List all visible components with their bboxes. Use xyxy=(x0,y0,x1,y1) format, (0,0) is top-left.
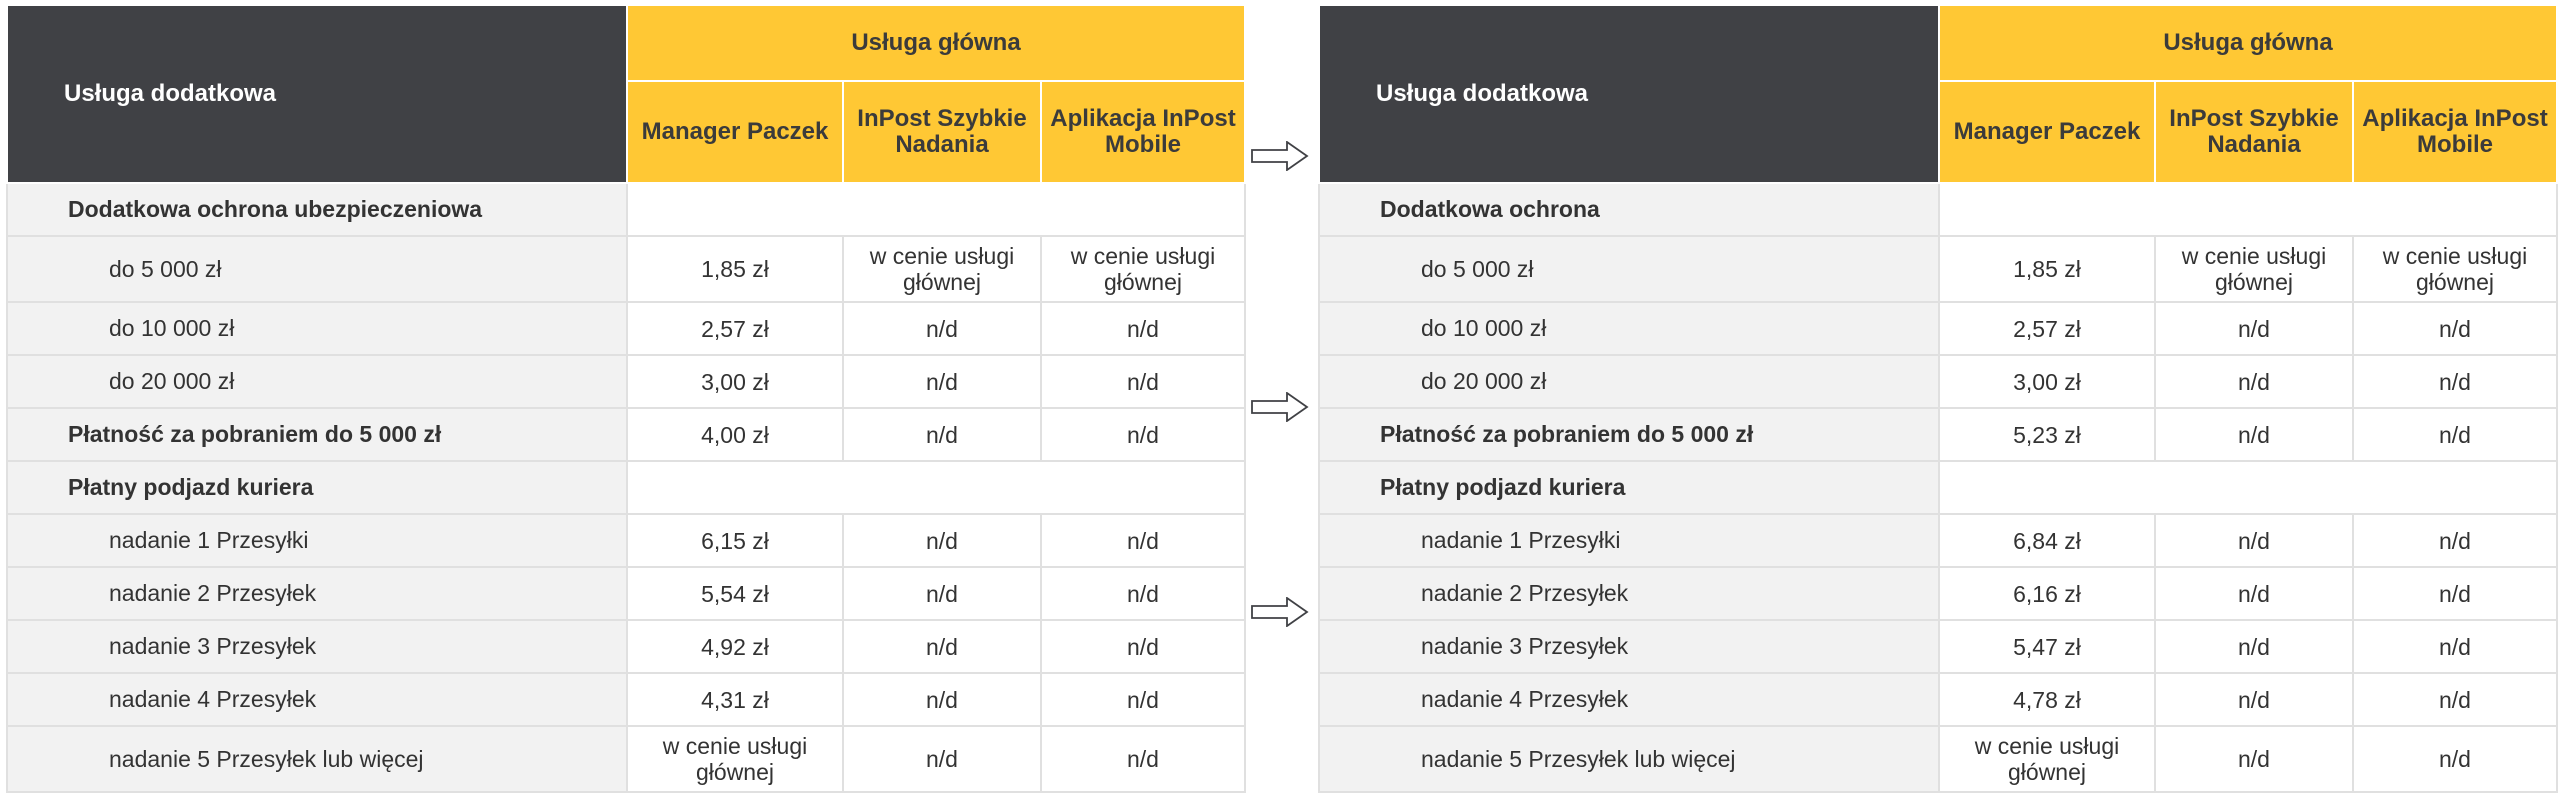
cell-value xyxy=(627,461,1245,514)
row-label: Dodatkowa ochrona ubezpieczeniowa xyxy=(7,183,627,236)
row-label: nadanie 2 Przesyłek xyxy=(7,567,627,620)
row-label: nadanie 3 Przesyłek xyxy=(1319,620,1939,673)
row-header-title: Usługa dodatkowa xyxy=(1319,5,1939,183)
column-header-manager-paczek: Manager Paczek xyxy=(627,81,843,183)
cell-value: 1,85 zł xyxy=(1939,236,2155,302)
cell-value: 6,15 zł xyxy=(627,514,843,567)
row-label: nadanie 4 Przesyłek xyxy=(7,673,627,726)
cell-value: n/d xyxy=(843,408,1041,461)
cell-value: n/d xyxy=(843,355,1041,408)
cell-value: w cenie usługi głównej xyxy=(1041,236,1245,302)
cell-value: w cenie usługi głównej xyxy=(627,726,843,792)
cell-value: n/d xyxy=(843,514,1041,567)
cell-value xyxy=(627,183,1245,236)
table-row xyxy=(1319,461,2557,514)
cell-value: n/d xyxy=(843,673,1041,726)
column-header-manager-paczek: Manager Paczek xyxy=(1939,81,2155,183)
table-row xyxy=(7,673,1245,726)
cell-value: 4,92 zł xyxy=(627,620,843,673)
table-row xyxy=(7,183,1245,236)
cell-value: 6,84 zł xyxy=(1939,514,2155,567)
table-row xyxy=(7,726,1245,792)
cell-value: 4,78 zł xyxy=(1939,673,2155,726)
cell-value: n/d xyxy=(2155,355,2353,408)
row-label: do 10 000 zł xyxy=(7,302,627,355)
cell-value: n/d xyxy=(1041,408,1245,461)
cell-value xyxy=(1939,461,2557,514)
table-row xyxy=(1319,183,2557,236)
cell-value: n/d xyxy=(1041,302,1245,355)
cell-value: n/d xyxy=(2155,567,2353,620)
table-row xyxy=(7,461,1245,514)
arrow-right-icon xyxy=(1251,597,1309,627)
row-label: nadanie 3 Przesyłek xyxy=(7,620,627,673)
column-header-inpost-mobile: Aplikacja InPost Mobile xyxy=(1041,81,1245,183)
cell-value: n/d xyxy=(2353,302,2557,355)
table-row xyxy=(7,236,1245,302)
cell-value: n/d xyxy=(843,620,1041,673)
cell-value: n/d xyxy=(843,567,1041,620)
cell-value: n/d xyxy=(2353,514,2557,567)
cell-value: 4,31 zł xyxy=(627,673,843,726)
row-label: nadanie 5 Przesyłek lub więcej xyxy=(1319,726,1939,792)
row-label: do 10 000 zł xyxy=(1319,302,1939,355)
row-label: nadanie 1 Przesyłki xyxy=(7,514,627,567)
row-label: do 5 000 zł xyxy=(1319,236,1939,302)
table-row xyxy=(1319,355,2557,408)
row-label: nadanie 1 Przesyłki xyxy=(1319,514,1939,567)
cell-value: 5,54 zł xyxy=(627,567,843,620)
table-row xyxy=(1319,236,2557,302)
row-label: Płatność za pobraniem do 5 000 zł xyxy=(1319,408,1939,461)
cell-value: w cenie usługi głównej xyxy=(2353,236,2557,302)
cell-value: n/d xyxy=(1041,673,1245,726)
cell-value: 2,57 zł xyxy=(627,302,843,355)
cell-value: n/d xyxy=(2353,620,2557,673)
left-price-table xyxy=(6,4,1246,793)
table-row xyxy=(1319,408,2557,461)
cell-value: n/d xyxy=(2155,408,2353,461)
column-header-inpost-mobile: Aplikacja InPost Mobile xyxy=(2353,81,2557,183)
cell-value: n/d xyxy=(2155,673,2353,726)
cell-value: n/d xyxy=(2155,726,2353,792)
row-label: do 5 000 zł xyxy=(7,236,627,302)
cell-value: n/d xyxy=(2155,514,2353,567)
arrow-right-icon xyxy=(1251,392,1309,422)
table-row xyxy=(7,514,1245,567)
cell-value: n/d xyxy=(1041,514,1245,567)
cell-value: n/d xyxy=(2353,726,2557,792)
table-row xyxy=(7,620,1245,673)
column-header-szybkie-nadania: InPost Szybkie Nadania xyxy=(2155,81,2353,183)
cell-value: w cenie usługi głównej xyxy=(1939,726,2155,792)
table-row xyxy=(7,408,1245,461)
row-label: nadanie 2 Przesyłek xyxy=(1319,567,1939,620)
group-header-title: Usługa główna xyxy=(1939,5,2557,81)
cell-value: n/d xyxy=(1041,726,1245,792)
row-label: nadanie 4 Przesyłek xyxy=(1319,673,1939,726)
cell-value xyxy=(1939,183,2557,236)
table-row xyxy=(1319,302,2557,355)
table-row xyxy=(7,567,1245,620)
group-header-title: Usługa główna xyxy=(627,5,1245,81)
cell-value: 2,57 zł xyxy=(1939,302,2155,355)
cell-value: n/d xyxy=(2353,567,2557,620)
cell-value: 5,47 zł xyxy=(1939,620,2155,673)
cell-value: 3,00 zł xyxy=(1939,355,2155,408)
cell-value: 6,16 zł xyxy=(1939,567,2155,620)
cell-value: n/d xyxy=(843,726,1041,792)
cell-value: n/d xyxy=(2353,355,2557,408)
cell-value: n/d xyxy=(843,302,1041,355)
table-row xyxy=(7,302,1245,355)
arrow-right-icon xyxy=(1251,141,1309,171)
cell-value: n/d xyxy=(1041,567,1245,620)
cell-value: 5,23 zł xyxy=(1939,408,2155,461)
row-label: Płatny podjazd kuriera xyxy=(1319,461,1939,514)
row-label: Płatny podjazd kuriera xyxy=(7,461,627,514)
row-label: do 20 000 zł xyxy=(7,355,627,408)
cell-value: n/d xyxy=(1041,355,1245,408)
cell-value: w cenie usługi głównej xyxy=(2155,236,2353,302)
table-row xyxy=(1319,567,2557,620)
row-label: nadanie 5 Przesyłek lub więcej xyxy=(7,726,627,792)
table-row xyxy=(1319,620,2557,673)
table-row xyxy=(7,355,1245,408)
cell-value: n/d xyxy=(1041,620,1245,673)
cell-value: w cenie usługi głównej xyxy=(843,236,1041,302)
right-price-table xyxy=(1318,4,2558,793)
table-row xyxy=(1319,514,2557,567)
cell-value: 3,00 zł xyxy=(627,355,843,408)
table-row xyxy=(1319,726,2557,792)
cell-value: n/d xyxy=(2353,673,2557,726)
cell-value: 1,85 zł xyxy=(627,236,843,302)
cell-value: 4,00 zł xyxy=(627,408,843,461)
column-header-szybkie-nadania: InPost Szybkie Nadania xyxy=(843,81,1041,183)
row-label: do 20 000 zł xyxy=(1319,355,1939,408)
row-label: Płatność za pobraniem do 5 000 zł xyxy=(7,408,627,461)
table-row xyxy=(1319,673,2557,726)
cell-value: n/d xyxy=(2353,408,2557,461)
row-header-title: Usługa dodatkowa xyxy=(7,5,627,183)
cell-value: n/d xyxy=(2155,302,2353,355)
row-label: Dodatkowa ochrona xyxy=(1319,183,1939,236)
cell-value: n/d xyxy=(2155,620,2353,673)
